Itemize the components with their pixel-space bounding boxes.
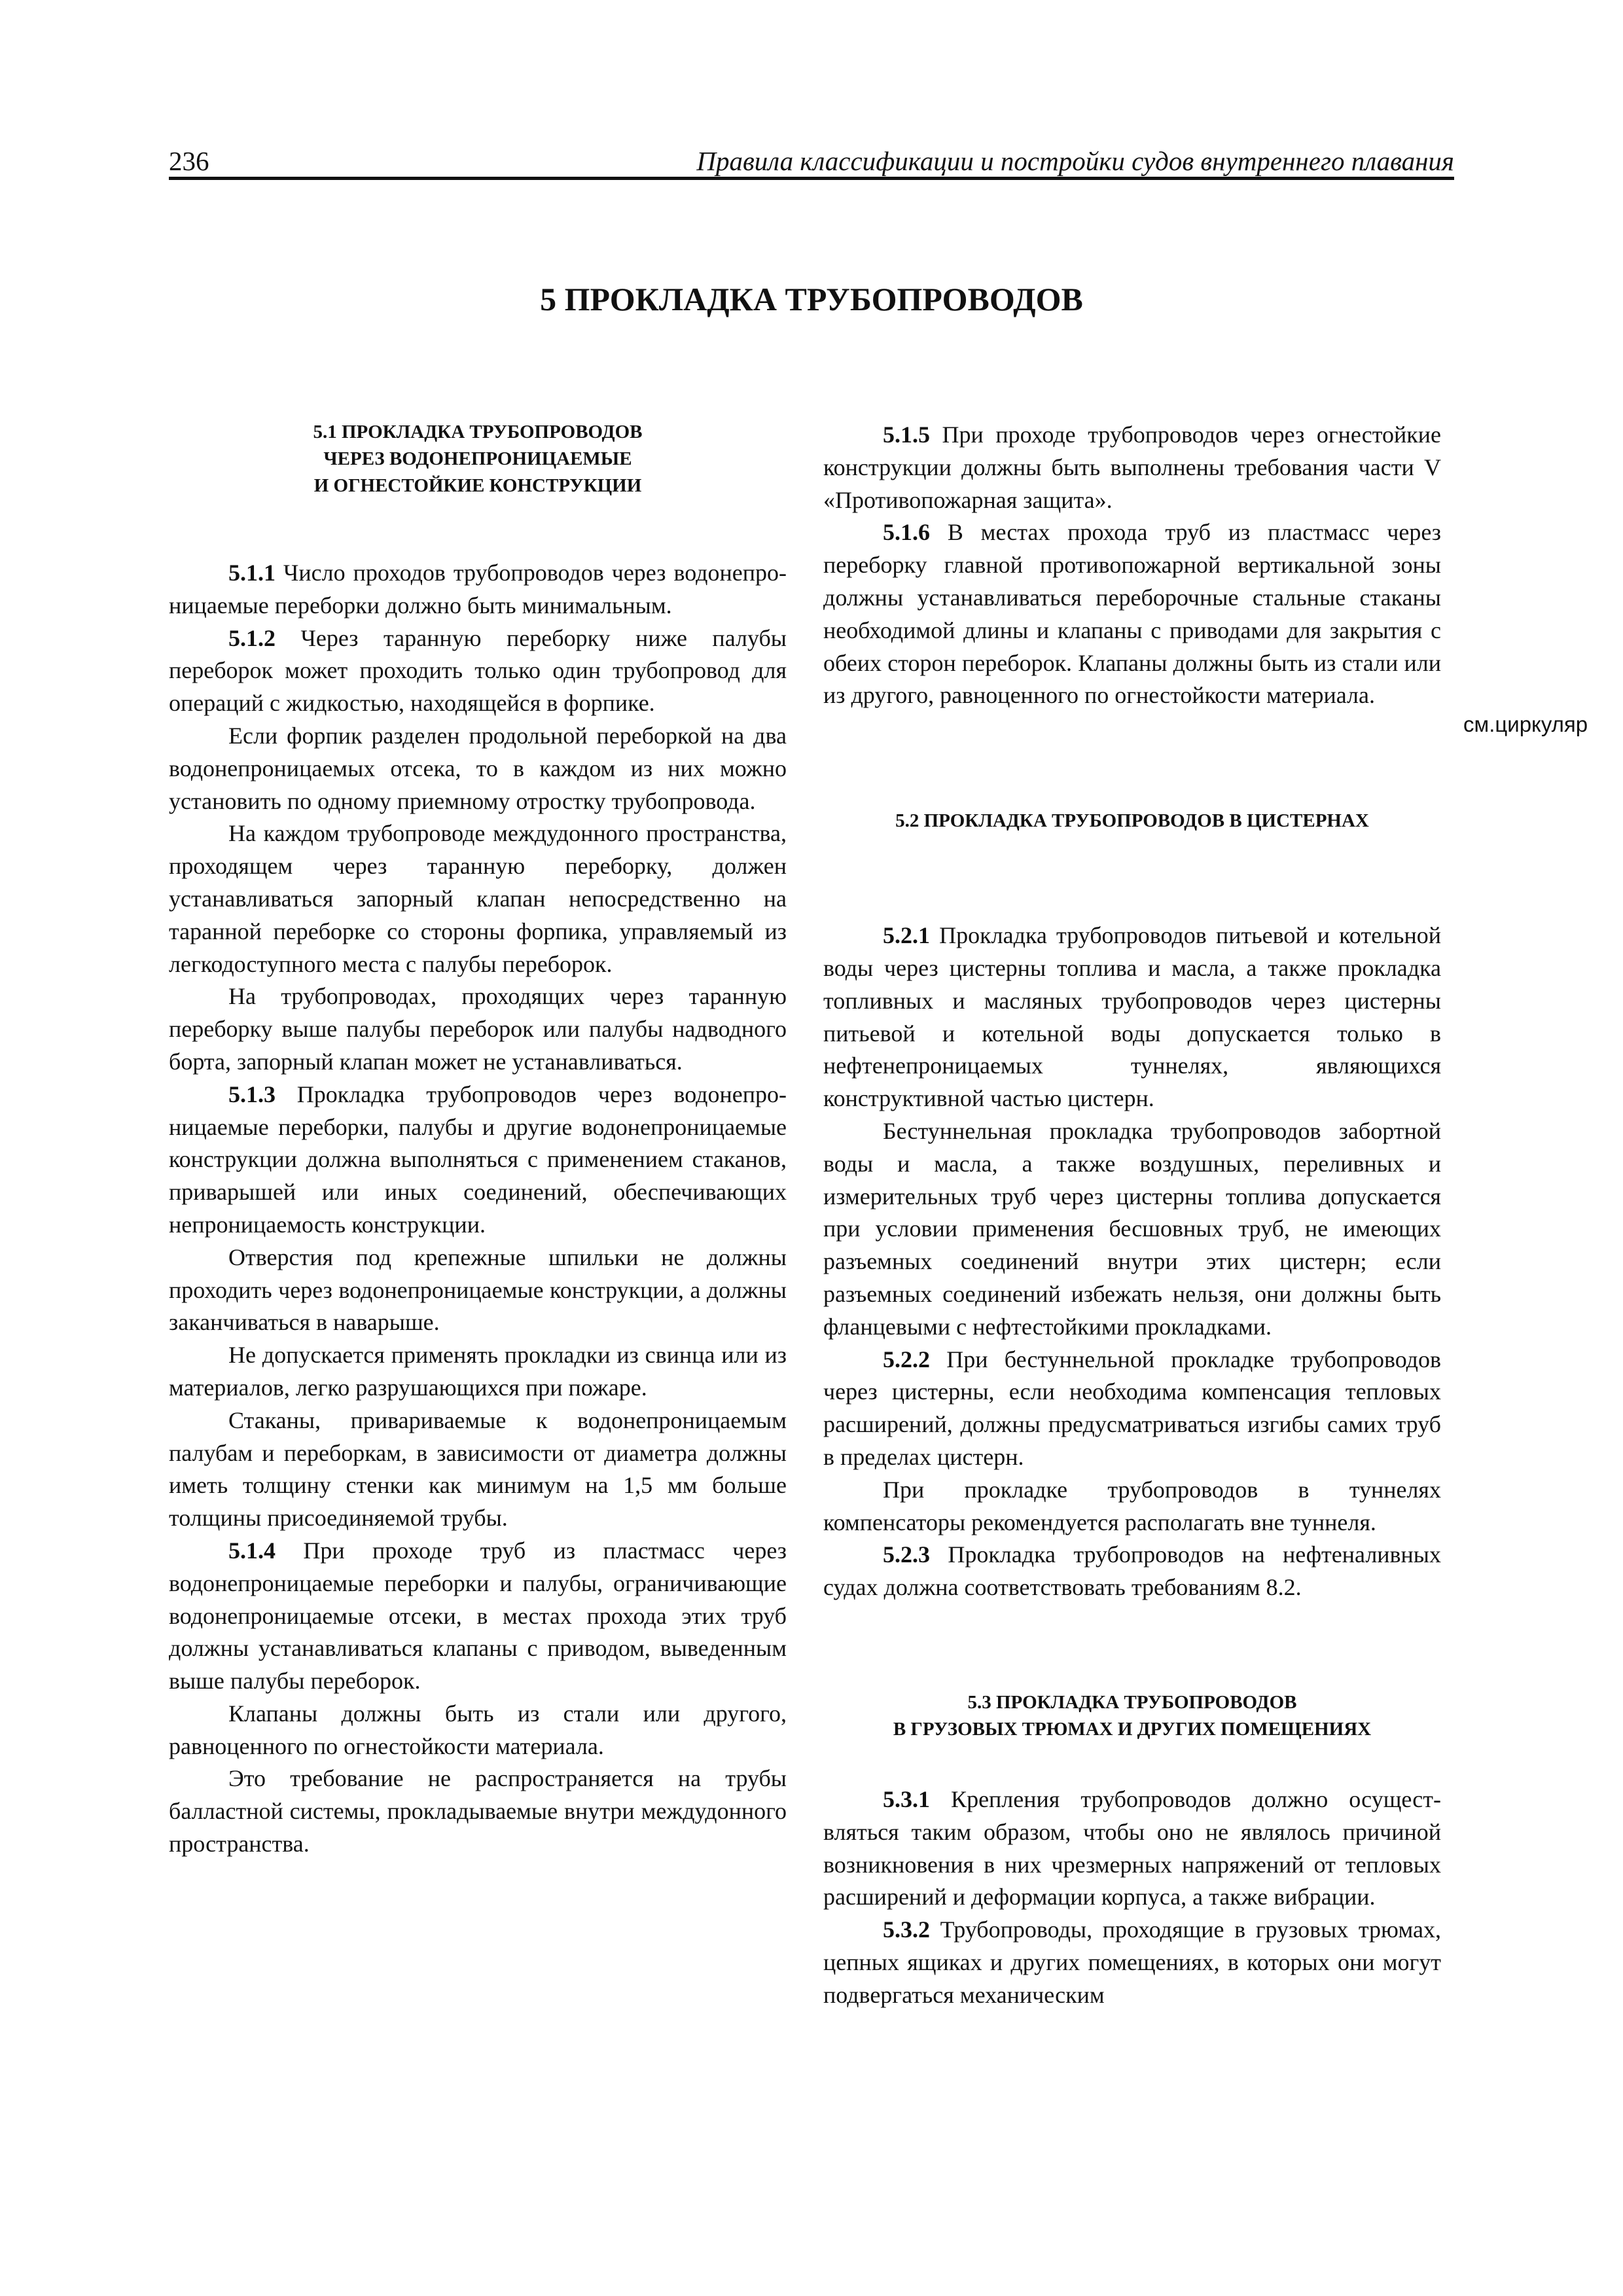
paragraph-text: В местах прохода труб из пластмасс через переборку главной противопожарной вертикальной зоны должны устанавливаться переборочные стальные стаканы необходимой длины и клапаны с приводами для закрытия с обеих сторон переборок. Клапаны должны быть из стали или из другого, равноценного по огнестойкости материала. [823, 519, 1441, 709]
clause-number: 5.1.4 [228, 1537, 276, 1564]
paragraph-text: Прокладка трубопроводов питьевой и котельной воды через цистерны топлива и масла, а также прокладка топливных и масляных трубопроводов через цистерны питьевой и котельной воды допускается только в нефтенепроницаемых туннелях, являющихся конструктивной частью цистерн. [823, 922, 1441, 1112]
paragraph-text: При бестуннельной прокладке трубопроводов через цистерны, если необходима компенсация тепловых расширений, должны предусматриваться изгибы самих труб в пределах цистерн. [823, 1346, 1441, 1470]
paragraph-text: Трубопроводы, проходящие в грузовых трюмах, цепных ящиках и других помещениях, в которых они могут подвергаться механическим [823, 1916, 1441, 2008]
clause-number: 5.3.2 [883, 1916, 930, 1943]
paragraph: При прокладке трубопроводов в туннелях компенсаторы рекомендуется располагать вне туннеля. [823, 1476, 1441, 1535]
section-heading-5-3 [823, 1689, 1441, 1743]
section-heading-5-2 [823, 808, 1441, 834]
page-number: 236 [169, 146, 209, 176]
running-head: Правила классификации и постройки судов внутреннего плавания [696, 146, 1454, 176]
clause-number: 5.1.3 [228, 1081, 276, 1107]
chapter-title: 5 ПРОКЛАДКА ТРУБОПРОВОДОВ [540, 281, 1083, 317]
paragraph-text: Число проходов трубопроводов через водонепроницаемые переборки должно быть минимальным. [169, 560, 787, 619]
paragraph: Не допускается применять прокладки из свинца или из материалов, легко разрушающихся при пожаре. [169, 1342, 787, 1401]
paragraph: На трубопроводах, проходящих через таранную переборку выше палубы переборок или палубы надводного борта, запорный клапан может не устанавливаться. [169, 983, 787, 1075]
paragraph-5-2-3 [823, 1539, 1441, 1604]
paragraph: Если форпик разделен продольной переборкой на два водонепроницаемых отсека, то в каждом из них можно установить по одному приемному отростку трубопровода. [169, 722, 787, 814]
paragraph: На каждом трубопроводе междудонного пространства, проходящем через таранную переборку, должен устанавливаться запорный клапан непосредственно на таранной переборке со стороны форпика, управляемый из легкодоступного места с палубы переборок. [169, 820, 787, 977]
paragraph-5-1-2 [169, 622, 787, 720]
clause-number: 5.2.2 [883, 1346, 930, 1372]
paragraph-text: Крепления трубопроводов должно осуществляться таким образом, чтобы оно не являлось причиной возникновения в них чрезмерных напряжений от тепловых расширений и деформации корпуса, а также вибрации. [823, 1785, 1441, 1910]
clause-number: 5.2.1 [883, 922, 930, 949]
paragraph-5-3-2 [823, 1914, 1441, 2011]
paragraph-text: Через таранную переборку ниже палубы переборок может проходить только один трубопровод для операций с жидкостью, находящейся в форпике. [169, 624, 787, 717]
section-heading-line: 5.2 ПРОКЛАДКА ТРУБОПРОВОДОВ В ЦИСТЕРНАХ [895, 810, 1369, 832]
section-heading-5-1 [169, 419, 787, 499]
paragraph: Бестуннельная прокладка трубопроводов забортной воды и масла, а также воздушных, переливных и измерительных труб через цистерны топлива допускается при условии применения бесшовных труб, не имеющих разъемных соединений внутри этих цистерн; если разъемных соединений избежать нельзя, они должны быть фланцевыми с нефтестойкими прокладками. [823, 1117, 1441, 1340]
paragraph-text: Прокладка трубопроводов на нефтеналивных судах должна соответствовать требованиям 8.2. [823, 1541, 1441, 1601]
paragraph-5-2-1 [823, 920, 1441, 1115]
paragraph-5-1-3 [169, 1079, 787, 1242]
right-column [823, 419, 1441, 2011]
paragraph-text: Прокладка трубопроводов через водонепроницаемые переборки, палубы и другие водонепроницаемые конструкции должна выполняться с применением стаканов, приварышей или иных соединений, обеспечивающих непроницаемость конструкции. [169, 1081, 787, 1238]
paragraph-5-3-1 [823, 1784, 1441, 1914]
margin-note: см.циркуляр [1463, 712, 1588, 736]
paragraph-text: При проходе труб из пластмасс через водонепроницаемые переборки и палубы, ограничивающие водонепроницаемые отсеки, в местах прохода этих труб должны устанавливаться клапаны с приводом, выведенным выше палубы переборок. [169, 1537, 787, 1695]
section-heading-line: ЧЕРЕЗ ВОДОНЕПРОНИЦАЕМЫЕ [323, 448, 632, 469]
paragraph: Клапаны должны быть из стали или другого, равноценного по огнестойкости материала. [169, 1700, 787, 1759]
section-heading-line: 5.3 ПРОКЛАДКА ТРУБОПРОВОДОВ [967, 1691, 1297, 1713]
paragraph: Это требование не распространяется на трубы балластной системы, прокладываемые внутри междудонного пространства. [169, 1765, 787, 1857]
section-heading-line: И ОГНЕСТОЙКИЕ КОНСТРУКЦИИ [313, 475, 642, 496]
left-column [169, 419, 787, 1861]
clause-number: 5.3.1 [883, 1785, 930, 1812]
paragraph: Стаканы, привариваемые к водонепроницаемым палубам и переборкам, в зависимости от диаметра должны иметь толщину стенки как минимум на 1,5 мм больше толщины присоединяемой трубы. [169, 1407, 787, 1532]
paragraph-5-1-1 [169, 557, 787, 622]
header-rule [169, 177, 1454, 180]
clause-number: 5.2.3 [883, 1541, 930, 1568]
paragraph-5-1-4 [169, 1535, 787, 1698]
clause-number: 5.1.2 [228, 624, 276, 651]
paragraph-5-1-6 [823, 516, 1441, 712]
clause-number: 5.1.1 [228, 560, 276, 586]
paragraph: Отверстия под крепежные шпильки не должны проходить через водонепроницаемые конструкции, а должны заканчиваться в наварыше. [169, 1244, 787, 1336]
clause-number: 5.1.6 [883, 519, 930, 546]
section-heading-line: В ГРУЗОВЫХ ТРЮМАХ И ДРУГИХ ПОМЕЩЕНИЯХ [893, 1718, 1372, 1740]
section-heading-line: 5.1 ПРОКЛАДКА ТРУБОПРОВОДОВ [313, 422, 643, 442]
clause-number: 5.1.5 [883, 422, 930, 448]
paragraph-5-2-2 [823, 1344, 1441, 1474]
paragraph-5-1-5 [823, 419, 1441, 516]
paragraph-text: При проходе трубопроводов через огнестойкие конструкции должны быть выполнены требования части V «Противопожарная защита». [823, 422, 1441, 513]
